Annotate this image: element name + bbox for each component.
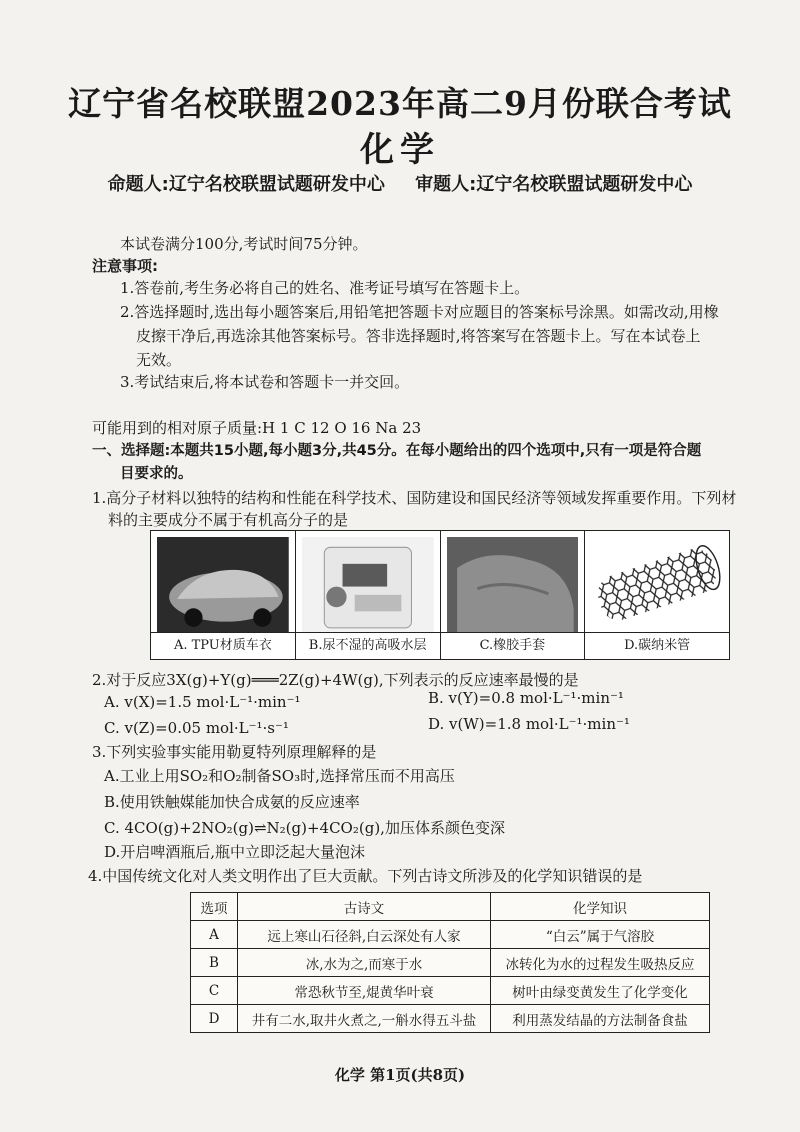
section1-line2: 目要求的。 <box>120 466 193 482</box>
q1-option-a <box>151 531 296 659</box>
note-2-end: 无效。 <box>136 351 182 369</box>
carbon-nanotube-illustration <box>591 537 723 632</box>
q3-option-c: C. 4CO(g)+2NO₂(g)⇌N₂(g)+4CO₂(g),加压体系颜色变深 <box>104 819 505 837</box>
rubber-gloves-photo <box>447 537 579 632</box>
exam-intro: 本试卷满分100分,考试时间75分钟。 <box>120 235 368 253</box>
row-d-knowledge: 利用蒸发结晶的方法制备食盐 <box>491 1005 710 1033</box>
row-c-knowledge: 树叶由绿变黄发生了化学变化 <box>491 977 710 1005</box>
q1-option-d <box>585 531 729 659</box>
setter: 命题人:辽宁名校联盟试题研发中心 <box>107 174 385 195</box>
car-cover-photo <box>157 537 289 632</box>
option-b-caption: B.尿不湿的高吸水层 <box>296 632 440 659</box>
row-b-label: B <box>191 949 238 977</box>
q3-option-d: D.开启啤酒瓶后,瓶中立即泛起大量泡沫 <box>104 843 366 861</box>
q4-stem: 4.中国传统文化对人类文明作出了巨大贡献。下列古诗文所涉及的化学知识错误的是 <box>88 867 643 885</box>
row-d-label: D <box>191 1005 238 1033</box>
row-c-label: C <box>191 977 238 1005</box>
authors-line <box>0 170 800 196</box>
header-poem: 古诗文 <box>238 893 491 921</box>
notes-heading: 注意事项: <box>92 257 158 275</box>
atomic-masses: 可能用到的相对原子质量:H 1 C 12 O 16 Na 23 <box>92 419 422 437</box>
table-row <box>191 949 710 977</box>
subject-title: 化学 <box>360 130 440 170</box>
q2-option-a: A. v(X)=1.5 mol·L⁻¹·min⁻¹ <box>104 693 301 711</box>
q1-image-row <box>150 530 730 660</box>
q1-stem-1: 1.高分子材料以独特的结构和性能在科学技术、国防建设和国民经济等领域发挥重要作用。下列材 <box>92 489 737 507</box>
q3-stem: 3.下列实验事实能用勒夏特列原理解释的是 <box>92 743 377 761</box>
exam-title: 辽宁省名校联盟2023年高二9月份联合考试 <box>68 84 732 123</box>
header-option: 选项 <box>191 893 238 921</box>
q3-option-b: B.使用铁触媒能加快合成氨的反应速率 <box>104 793 360 811</box>
reviewer: 审题人:辽宁名校联盟试题研发中心 <box>415 174 693 195</box>
diaper-pack-photo <box>302 537 434 632</box>
table-header-row <box>191 893 710 921</box>
q2-option-b: B. v(Y)=0.8 mol·L⁻¹·min⁻¹ <box>428 689 624 707</box>
option-d-caption: D.碳纳米管 <box>585 632 729 659</box>
row-d-poem: 井有二水,取井火煮之,一斛水得五斗盐 <box>238 1005 491 1033</box>
row-a-knowledge: “白云”属于气溶胶 <box>491 921 710 949</box>
note-1: 1.答卷前,考生务必将自己的姓名、准考证号填写在答题卡上。 <box>120 279 530 297</box>
row-a-label: A <box>191 921 238 949</box>
page-footer: 化学 第1页(共8页) <box>334 1066 466 1084</box>
header-knowledge: 化学知识 <box>491 893 710 921</box>
q2-option-c: C. v(Z)=0.05 mol·L⁻¹·s⁻¹ <box>104 719 289 737</box>
q3-option-a: A.工业上用SO₂和O₂制备SO₃时,选择常压而不用高压 <box>104 767 455 785</box>
q2-stem: 2.对于反应3X(g)+Y(g)═══2Z(g)+4W(g),下列表示的反应速率最慢的是 <box>92 671 579 689</box>
note-2-cont: 皮擦干净后,再选涂其他答案标号。答非选择题时,将答案写在答题卡上。写在本试卷上 <box>136 327 701 345</box>
q1-option-b <box>296 531 441 659</box>
row-c-poem: 常恐秋节至,焜黄华叶衰 <box>238 977 491 1005</box>
note-2: 2.答选择题时,选出每小题答案后,用铅笔把答题卡对应题目的答案标号涂黑。如需改动,用橡 <box>120 303 719 321</box>
note-3: 3.考试结束后,将本试卷和答题卡一并交回。 <box>120 373 410 391</box>
table-row <box>191 1005 710 1033</box>
option-c-caption: C.橡胶手套 <box>441 632 585 659</box>
q1-option-c <box>441 531 586 659</box>
row-b-poem: 冰,水为之,而寒于水 <box>238 949 491 977</box>
q2-option-d: D. v(W)=1.8 mol·L⁻¹·min⁻¹ <box>428 715 630 733</box>
q1-stem-2: 料的主要成分不属于有机高分子的是 <box>108 511 349 529</box>
row-b-knowledge: 冰转化为水的过程发生吸热反应 <box>491 949 710 977</box>
section1-line1: 一、选择题:本题共15小题,每小题3分,共45分。在每小题给出的四个选项中,只有一项是符合题 <box>92 443 702 459</box>
option-a-caption: A. TPU材质车衣 <box>151 632 295 659</box>
q4-table <box>190 892 710 1033</box>
table-row <box>191 977 710 1005</box>
row-a-poem: 远上寒山石径斜,白云深处有人家 <box>238 921 491 949</box>
table-row <box>191 921 710 949</box>
